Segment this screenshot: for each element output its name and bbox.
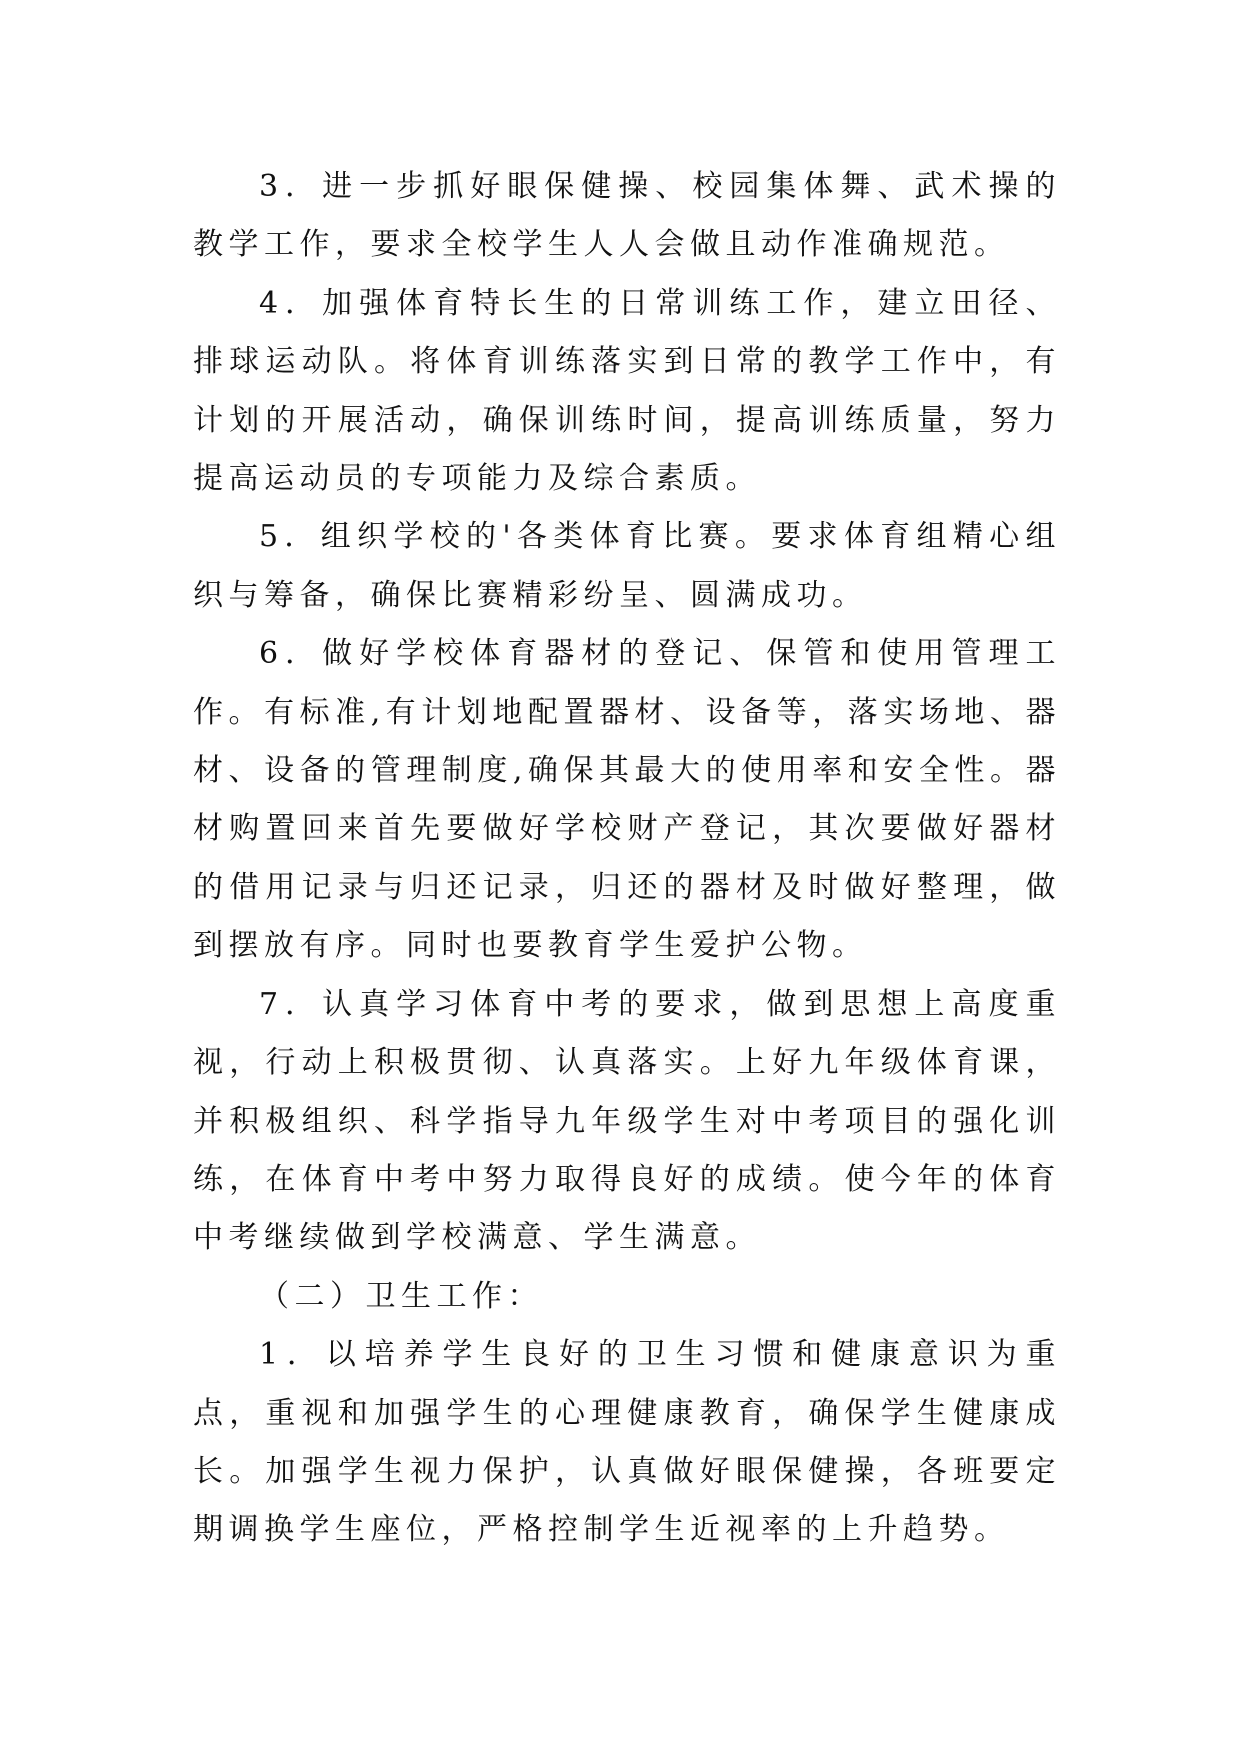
paragraph-item-5: 5．组织学校的'各类体育比赛。要求体育组精心组织与筹备，确保比赛精彩纷呈、圆满成功。: [193, 519, 1061, 613]
document-body: [193, 158, 1061, 1560]
paragraph-item-6: 6．做好学校体育器材的登记、保管和使用管理工作。有标准,有计划地配置器材、设备等，落实场地、器材、设备的管理制度,确保其最大的使用率和安全性。器材购置回来首先要做好学校财产登记，其次要做好器材的借用记录与归还记录，归还的器材及时做好整理，做到摆放有序。同时也要教育学生爱护公物。: [193, 636, 1061, 964]
paragraph-item-3: 3．进一步抓好眼保健操、校园集体舞、武术操的教学工作，要求全校学生人人会做且动作准确规范。: [193, 169, 1061, 263]
paragraph-item-4: 4．加强体育特长生的日常训练工作，建立田径、排球运动队。将体育训练落实到日常的教学工作中，有计划的开展活动，确保训练时间，提高训练质量，努力提高运动员的专项能力及综合素质。: [193, 285, 1061, 497]
paragraph-item-7: 7．认真学习体育中考的要求，做到思想上高度重视，行动上积极贯彻、认真落实。上好九年级体育课，并积极组织、科学指导九年级学生对中考项目的强化训练，在体育中考中努力取得良好的成绩。使今年的体育中考继续做到学校满意、学生满意。: [193, 986, 1061, 1256]
paragraph-hygiene-item-1: 1．以培养学生良好的卫生习惯和健康意识为重点，重视和加强学生的心理健康教育，确保学生健康成长。加强学生视力保护，认真做好眼保健操，各班要定期调换学生座位，严格控制学生近视率的上升趋势。: [193, 1337, 1061, 1548]
section-heading-hygiene: （二）卫生工作：: [259, 1278, 543, 1314]
